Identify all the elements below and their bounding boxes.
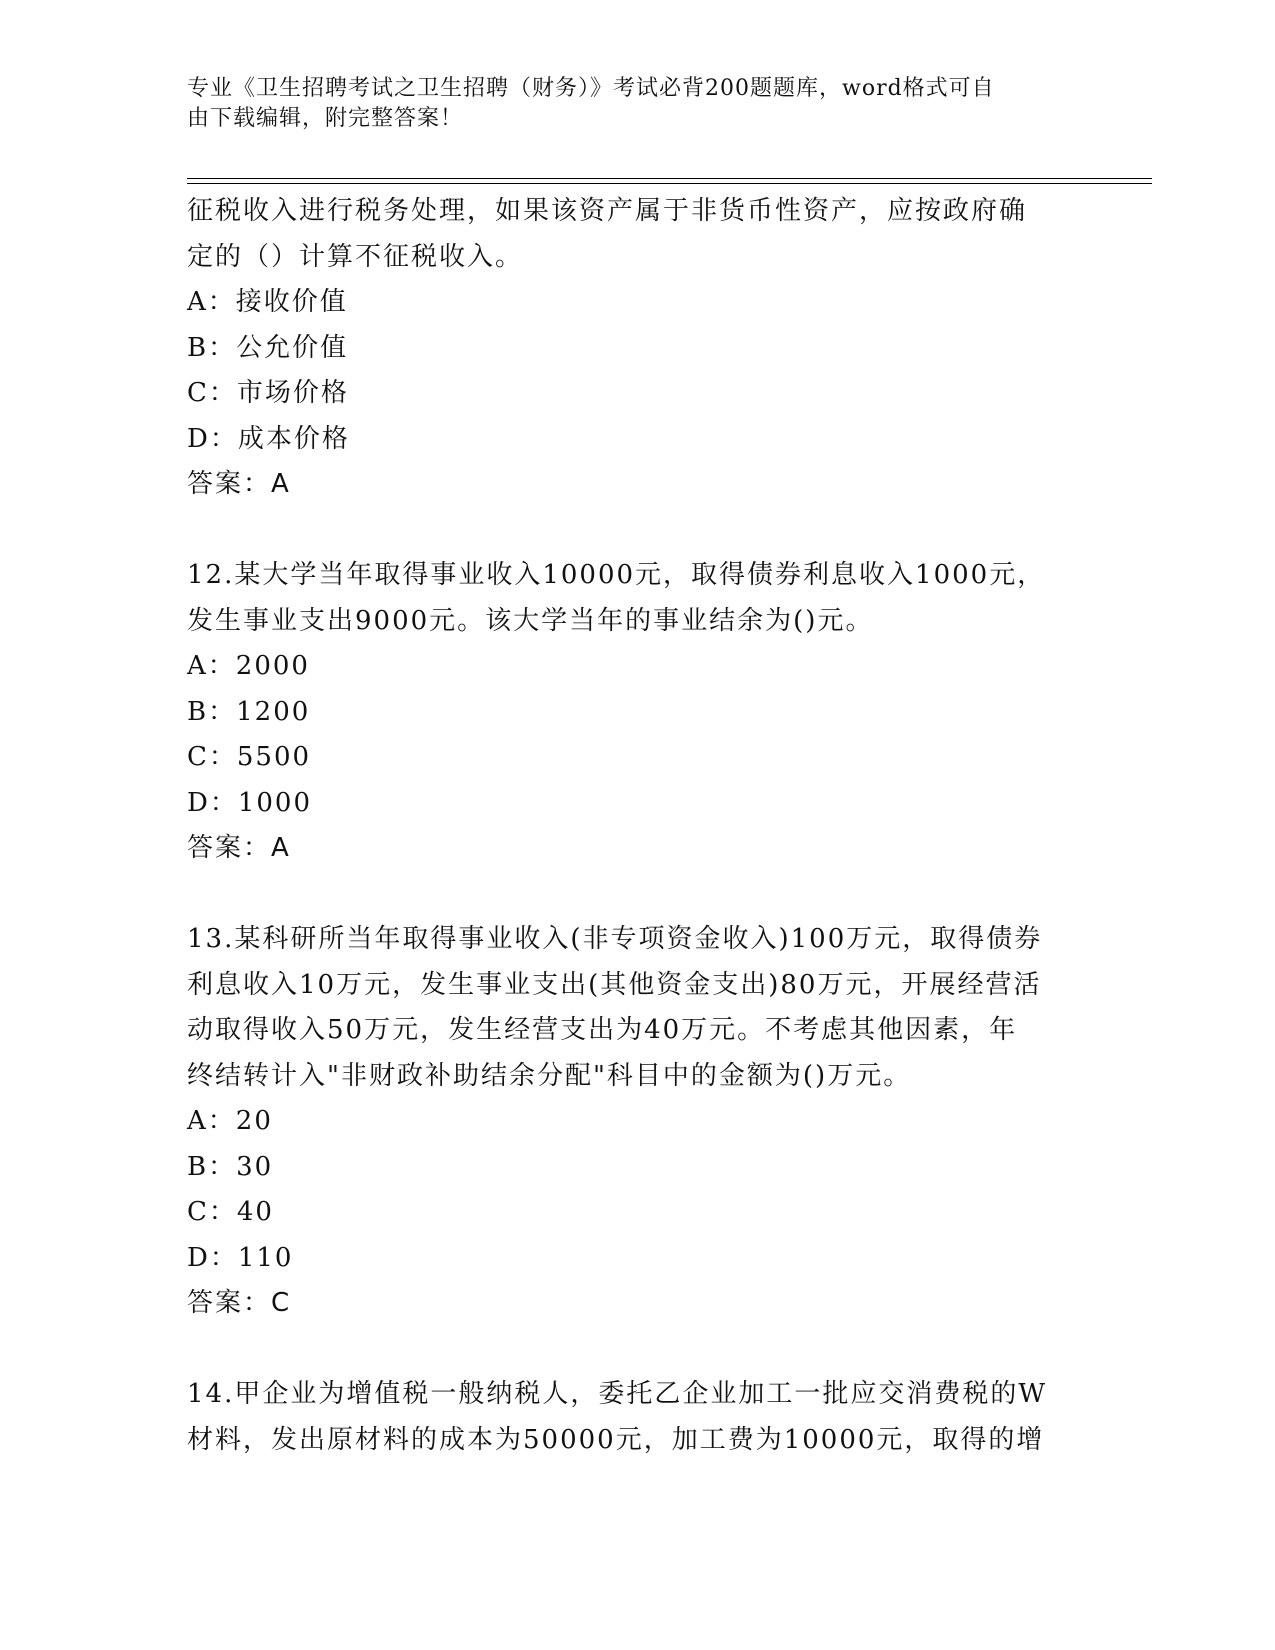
question-text-line: 定的（）计算不征税收入。 bbox=[187, 241, 524, 272]
question-text-line: 征税收入进行税务处理，如果该资产属于非货币性资产，应按政府确 bbox=[187, 196, 1028, 226]
question-text-line: 13.某科研所当年取得事业收入(非专项资金收入)100万元，取得债券 bbox=[187, 924, 1043, 954]
option-c: C：市场价格 bbox=[187, 378, 349, 408]
question-11 bbox=[187, 189, 1087, 508]
option-b: B：30 bbox=[187, 1151, 274, 1182]
question-13 bbox=[187, 917, 1087, 1327]
answer-label: 答案：C bbox=[187, 1288, 292, 1318]
header-divider-bottom bbox=[187, 183, 1152, 184]
question-text-line: 12.某大学当年取得事业收入10000元，取得债券利息收入1000元， bbox=[187, 560, 1046, 590]
question-text-line: 终结转计入"非财政补助结余分配"科目中的金额为()万元。 bbox=[187, 1060, 912, 1091]
header-line-1: 专业《卫生招聘考试之卫生招聘（财务）》考试必背200题题库，word格式可自 bbox=[187, 76, 995, 101]
option-b: B：公允价值 bbox=[187, 332, 349, 363]
question-text-line: 材料，发出原材料的成本为50000元，加工费为10000元，取得的增 bbox=[187, 1424, 1045, 1455]
option-d: D：成本价格 bbox=[187, 423, 350, 454]
option-a: A：20 bbox=[187, 1106, 273, 1136]
option-b: B：1200 bbox=[187, 696, 311, 727]
question-text-line: 发生事业支出9000元。该大学当年的事业结余为()元。 bbox=[187, 605, 874, 636]
document-body bbox=[187, 189, 1087, 1463]
option-d: D：1000 bbox=[187, 787, 313, 818]
document-header bbox=[187, 74, 1067, 134]
header-divider-top bbox=[187, 178, 1152, 179]
question-14 bbox=[187, 1372, 1087, 1463]
option-c: C：40 bbox=[187, 1197, 274, 1227]
answer-label: 答案：A bbox=[187, 469, 291, 499]
question-text-line: 动取得收入50万元，发生经营支出为40万元。不考虑其他因素，年 bbox=[187, 1015, 1018, 1045]
option-a: A：接收价值 bbox=[187, 287, 348, 317]
question-text-line: 利息收入10万元，发生事业支出(其他资金支出)80万元，开展经营活 bbox=[187, 969, 1042, 1000]
spacer bbox=[187, 508, 1087, 554]
answer-label: 答案：A bbox=[187, 833, 291, 863]
question-text-line: 14.甲企业为增值税一般纳税人，委托乙企业加工一批应交消费税的W bbox=[187, 1379, 1048, 1409]
spacer bbox=[187, 1327, 1087, 1373]
option-c: C：5500 bbox=[187, 742, 312, 772]
option-a: A：2000 bbox=[187, 651, 310, 681]
spacer bbox=[187, 872, 1087, 918]
question-12 bbox=[187, 553, 1087, 872]
header-line-2: 由下载编辑，附完整答案！ bbox=[187, 106, 464, 131]
option-d: D：110 bbox=[187, 1242, 294, 1273]
